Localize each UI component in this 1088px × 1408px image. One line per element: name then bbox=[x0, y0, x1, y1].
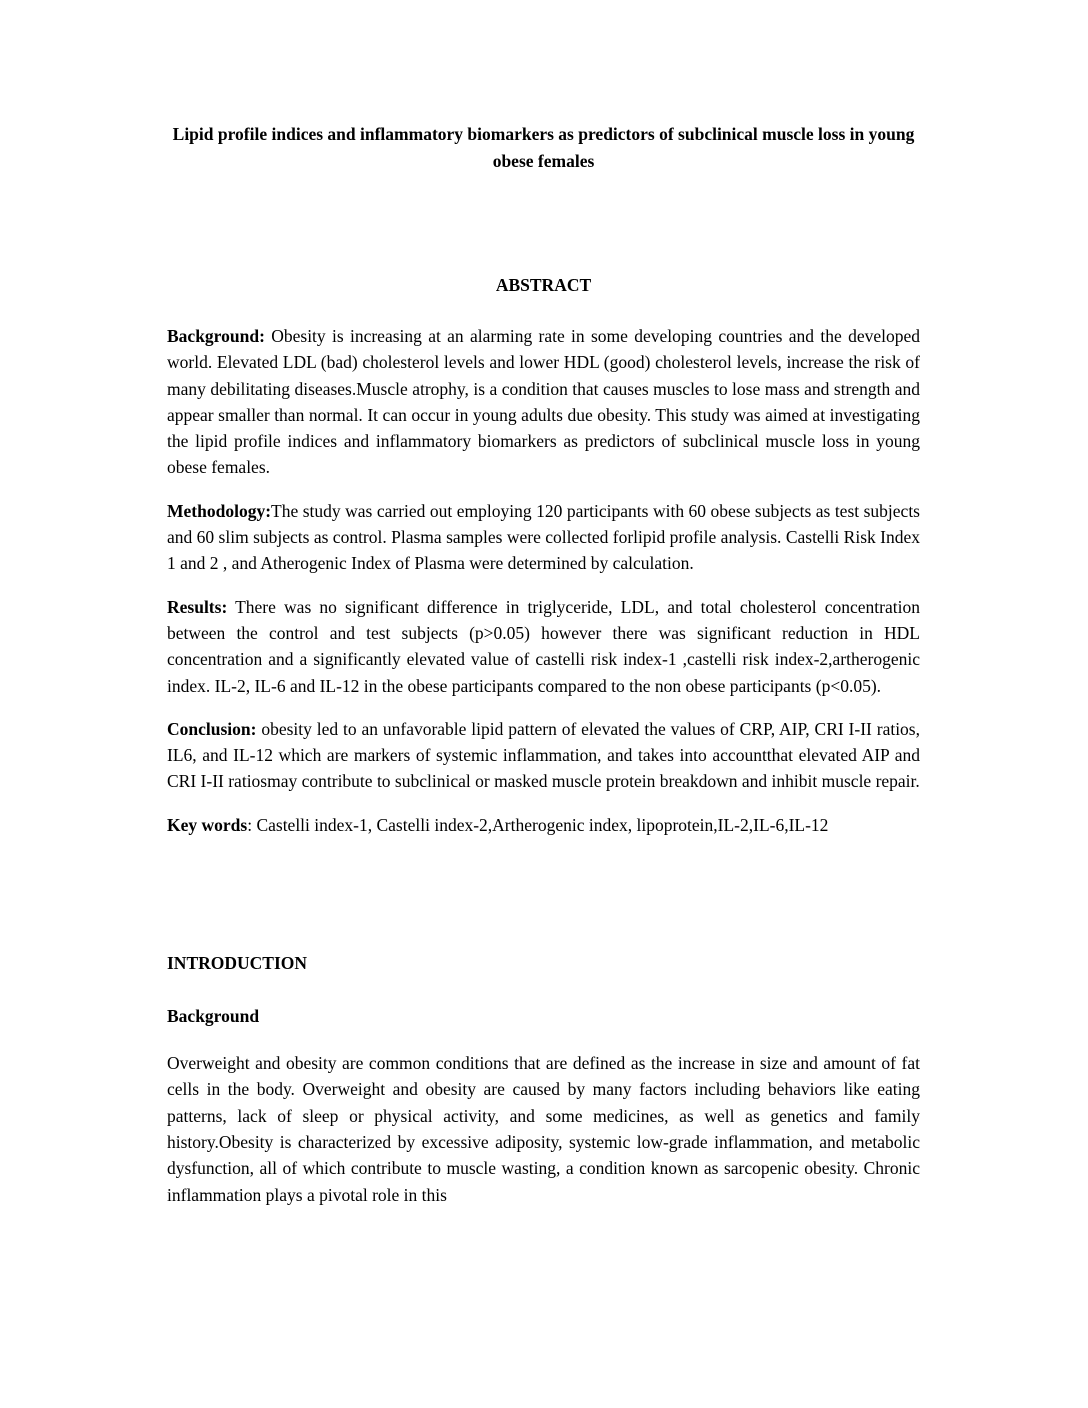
paragraph-conclusion bbox=[167, 699, 920, 795]
paragraph-text-keywords: : Castelli index-1, Castelli index-2,Artherogenic index, lipoprotein,IL-2,IL-6,IL-12 bbox=[247, 814, 829, 835]
introduction-heading: INTRODUCTION bbox=[167, 953, 308, 974]
paragraph-text-methodology: The study was carried out employing 120 participants with 60 obese subjects as test subjects and 60 slim subjects as control. Plasma samples were collected forlipid profile analysis. Castelli Risk Index 1 and 2 , and Atherogenic Index of Plasma were determined by calculation. bbox=[167, 500, 920, 574]
paragraph-text-background: Obesity is increasing at an alarming rate in some developing countries and the developed world. Elevated LDL (bad) cholesterol levels and lower HDL (good) cholesterol levels, increase the risk of many debilitating diseases.Muscle atrophy, is a condition that causes muscles to lose mass and strength and appear smaller than normal. It can occur in young adults due obesity. This study was aimed at investigating the lipid profile indices and inflammatory biomarkers as predictors of subclinical muscle loss in young obese females. bbox=[167, 326, 920, 478]
paragraph-text-conclusion: obesity led to an unfavorable lipid pattern of elevated the values of CRP, AIP, CRI I-II ratios, IL6, and IL-12 which are markers of systemic inflammation, and takes into accountthat elevated AIP and CRI I-II ratiosmay contribute to subclinical or masked muscle protein breakdown and inhibit muscle repair. bbox=[167, 718, 920, 792]
paragraph-label-keywords: Key words bbox=[167, 814, 248, 835]
paragraph-background bbox=[167, 299, 920, 481]
paragraph-text-results: There was no significant difference in triglyceride, LDL, and total cholesterol concentration between the control and test subjects (p>0.05) however there was significant reduction in HDL concentration and a significantly elevated value of castelli risk index-1 ,castelli risk index-2,artherogenic index. IL-2, IL-6 and IL-12 in the obese participants compared to the non obese participants (p<0.05). bbox=[167, 596, 920, 696]
paragraph-results bbox=[167, 577, 920, 699]
paragraph-introduction: Overweight and obesity are common conditions that are defined as the increase in size and amount of fat cells in the body. Overweight and obesity are caused by many factors including behaviors like eating patterns, lack of sleep or physical activity, and some medicines, as well as genetics and family history.Obesity is characterized by excessive adiposity, systemic low-grade inflammation, and metabolic dysfunction, all of which contribute to muscle wasting, a condition known as sarcopenic obesity. Chronic inflammation plays a pivotal role in this bbox=[167, 1053, 920, 1205]
paragraph-methodology bbox=[167, 481, 920, 577]
paragraph-label-methodology: Methodology: bbox=[167, 500, 272, 521]
paper-title: Lipid profile indices and inflammatory biomarkers as predictors of subclinical muscle loss in young obese females bbox=[172, 124, 915, 171]
paragraph-keywords bbox=[167, 795, 920, 838]
paragraph-label-conclusion: Conclusion: bbox=[167, 718, 257, 739]
paragraph-label-background: Background: bbox=[167, 326, 265, 346]
background-subheading: Background bbox=[167, 1006, 260, 1027]
abstract-heading: ABSTRACT bbox=[495, 275, 592, 295]
paragraph-label-results: Results: bbox=[167, 596, 228, 617]
